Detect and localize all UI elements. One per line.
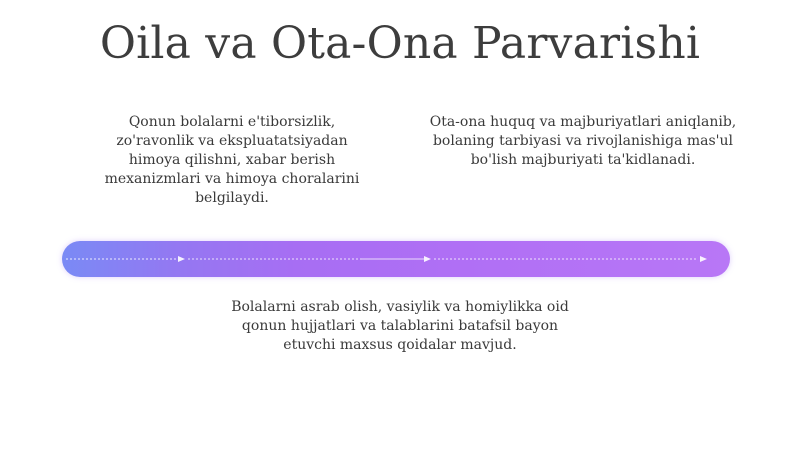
arrow-head-2-icon bbox=[424, 256, 431, 262]
arrow-head-3-icon bbox=[700, 256, 707, 262]
timeline-arrows bbox=[62, 241, 730, 277]
text-block-adoption: Bolalarni asrab olish, vasiylik va homiylikka oid qonun hujjatlari va talablarini batafsil bayon etuvchi maxsus qoidalar mavjud. bbox=[231, 299, 569, 353]
slide-title: Oila va Ota-Ona Parvarishi bbox=[99, 18, 701, 69]
text-block-protection: Qonun bolalarni e'tiborsizlik, zo'ravonlik va ekspluatatsiyadan himoya qilishni, xabar berish mexanizmlari va himoya choralarini belgilaydi. bbox=[104, 114, 360, 206]
timeline-bar bbox=[62, 241, 730, 277]
text-block-parental-rights: Ota-ona huquq va majburiyatlari aniqlanib, bolaning tarbiyasi va rivojlanishiga mas'ul bo'lish majburiyati ta'kidlanadi. bbox=[429, 114, 737, 168]
arrow-head-1-icon bbox=[178, 256, 185, 262]
